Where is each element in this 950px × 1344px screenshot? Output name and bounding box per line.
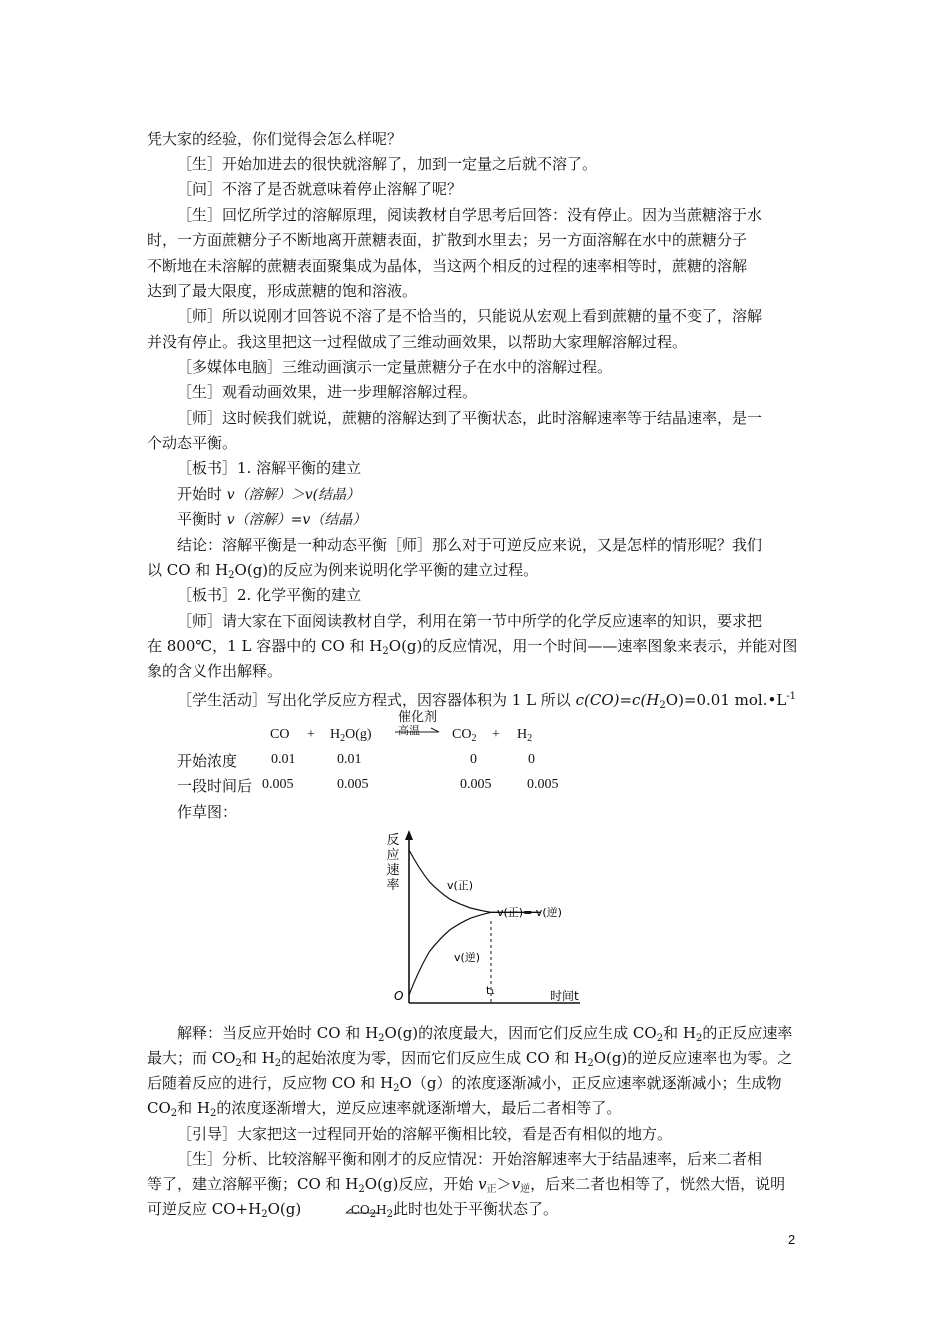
para-15 — [177, 686, 796, 717]
subscript-2: 2 — [659, 700, 666, 711]
student-2-text-c: ，后来二者也相等了，恍然大悟，说明 — [530, 1175, 786, 1193]
eq-h2o-rest: O(g) — [345, 727, 372, 742]
explain-4-text-c: 的浓度逐渐增大，逆反应速率就逐渐增大，最后二者相等了。 — [216, 1099, 622, 1117]
subscript-2: 2 — [527, 733, 533, 744]
student-2-v: v — [478, 1175, 487, 1193]
student-3-text-a: 可逆反应 CO+H — [147, 1200, 262, 1218]
subscript-2: 2 — [170, 1108, 178, 1119]
student-2-forward-sub: 正 — [486, 1184, 497, 1195]
subscript-2: 2 — [695, 1033, 703, 1044]
explain-4-text-a: CO — [147, 1099, 171, 1117]
student-3 — [147, 1198, 558, 1226]
subscript-2: 2 — [228, 570, 235, 581]
student-2-gt: ＞ — [496, 1175, 512, 1193]
eq-heat: 高温 — [398, 724, 420, 737]
para-11-formula: v（溶解）=v（结晶） — [226, 512, 367, 528]
concentration-expr-a: c(CO)=c(H — [575, 691, 660, 709]
para-5b: 并没有停止。我这里把这一过程做成了三维动画效果，以帮助大家理解溶解过程。 — [147, 333, 688, 351]
subscript-2: 2 — [378, 1033, 385, 1044]
eq-co: CO — [270, 727, 290, 742]
para-14a: ［师］请大家在下面阅读教材自学，利用在第一节中所学的化学反应速率的知识，要求把 — [177, 612, 763, 630]
student-3-co2: CO — [350, 1203, 370, 1217]
para-8b: 个动态平衡。 — [147, 434, 238, 452]
subscript-2: 2 — [274, 1058, 282, 1069]
eq-h2 — [517, 727, 532, 744]
row1-co2: 0 — [470, 752, 477, 767]
eq-catalyst: 催化剂 — [398, 710, 438, 725]
reversible-co2 — [350, 1203, 377, 1220]
para-12a: 结论：溶解平衡是一种动态平衡［师］那么对于可逆反应来说，又是怎样的情形呢？我们 — [177, 536, 763, 554]
explain-1-text-d: 的正反应速率 — [702, 1024, 793, 1042]
para-9: ［板书］1. 溶解平衡的建立 — [177, 459, 362, 477]
subscript-2: 2 — [369, 1209, 377, 1220]
explain-2-text-d: O(g)的逆反应速率也为零。之 — [593, 1049, 793, 1067]
para-4b: 时，一方面蔗糖分子不断地离开蔗糖表面，扩散到水里去；另一方面溶解在水中的蔗糖分子 — [147, 231, 748, 249]
subscript-2: 2 — [261, 1209, 268, 1220]
student-2-text-a: 等了，建立溶解平衡；CO 和 H — [147, 1175, 359, 1193]
explain-3 — [147, 1072, 781, 1100]
para-4a: ［生］回忆所学过的溶解原理，阅读教材自学思考后回答：没有停止。因为当蔗糖溶于水 — [177, 206, 763, 224]
student-3-text-c: 此时也处于平衡状态了。 — [393, 1200, 559, 1218]
eq-co2-text: CO — [452, 727, 472, 742]
para-12b-text2: O(g)的反应为例来说明化学平衡的建立过程。 — [234, 561, 539, 579]
para-14b-text2: O(g)的反应情况，用一个时间——速率图象来表示，并能对图 — [388, 637, 798, 655]
rate-time-chart — [380, 828, 590, 1012]
y-axis-label-char: 速 — [386, 863, 400, 878]
subscript-2: 2 — [210, 1108, 217, 1119]
para-12b — [147, 559, 538, 587]
student-2-reverse-sub: 逆 — [520, 1184, 531, 1195]
eq-h2o — [330, 727, 372, 744]
reverse-rate-label: v(逆) — [454, 951, 481, 964]
row1-co: 0.01 — [271, 752, 296, 767]
student-2-v2: v — [511, 1175, 521, 1193]
para-11-label: 平衡时 — [177, 510, 227, 528]
student-3-h: H — [376, 1203, 387, 1217]
para-14b-text1: 在 800℃，1 L 容器中的 CO 和 H — [147, 637, 383, 655]
explain-2-text-b: 和 H — [241, 1049, 275, 1067]
y-axis-label-char: 应 — [386, 848, 400, 863]
row2-h2: 0.005 — [527, 777, 559, 792]
row2-co: 0.005 — [262, 777, 294, 792]
para-4d: 达到了最大限度，形成蔗糖的饱和溶液。 — [147, 282, 418, 300]
para-15-text: ［学生活动］写出化学反应方程式，因容器体积为 1 L 所以 — [177, 691, 576, 709]
guide-1: ［引导］大家把这一过程同开始的溶解平衡相比较，看是否有相似的地方。 — [177, 1125, 673, 1143]
para-8a: ［师］这时候我们就说，蔗糖的溶解达到了平衡状态，此时溶解速率等于结晶速率，是一 — [177, 409, 763, 427]
explain-2 — [147, 1047, 792, 1075]
sketch-label: 作草图： — [177, 803, 238, 821]
para-1: 凭大家的经验，你们觉得会怎么样呢？ — [147, 130, 403, 148]
para-14c: 象的含义作出解释。 — [147, 662, 283, 680]
superscript-minus1: -1 — [786, 691, 797, 702]
row1-h2o: 0.01 — [337, 752, 362, 767]
y-axis-label-char: 率 — [386, 878, 400, 893]
subscript-2: 2 — [587, 1058, 594, 1069]
explain-3-text-b: O（g）的浓度逐渐减小，正反应速率就逐渐减小；生成物 — [399, 1074, 782, 1092]
para-4c: 不断地在未溶解的蔗糖表面聚集成为晶体，当这两个相反的过程的速率相等时，蔗糖的溶解 — [147, 257, 748, 275]
eq-plus-2: + — [492, 727, 500, 742]
row2-co2: 0.005 — [460, 777, 492, 792]
student-1: ［生］分析、比较溶解平衡和刚才的反应情况：开始溶解速率大于结晶速率，后来二者相 — [177, 1150, 763, 1168]
subscript-2: 2 — [340, 733, 346, 744]
subscript-2: 2 — [382, 646, 389, 657]
eq-co2 — [452, 727, 476, 744]
series-forward-line — [409, 850, 540, 912]
subscript-2: 2 — [386, 1209, 393, 1220]
para-3: ［问］不溶了是否就意味着停止溶解了呢？ — [177, 180, 463, 198]
row1-h2: 0 — [528, 752, 535, 767]
para-11 — [177, 508, 366, 531]
row2-h2o: 0.005 — [337, 777, 369, 792]
explain-3-text-a: 后随着反应的进行，反应物 CO 和 H — [147, 1074, 394, 1092]
row2-label: 一段时间后 — [177, 777, 253, 795]
student-2-text-b: O(g)反应，开始 — [364, 1175, 479, 1193]
para-13: ［板书］2. 化学平衡的建立 — [177, 586, 362, 604]
eq-h2o-h: H — [330, 727, 341, 742]
student-2 — [147, 1173, 785, 1201]
explain-2-text-a: 最大；而 CO — [147, 1049, 236, 1067]
y-axis-label — [386, 833, 399, 893]
explain-2-text-c: 的起始浓度为零，因而它们反应生成 CO 和 H — [281, 1049, 588, 1067]
para-5a: ［师］所以说刚才回答说不溶了是不恰当的，只能说从宏观上看到蔗糖的量不变了，溶解 — [177, 307, 763, 325]
page-number: 2 — [788, 1232, 796, 1247]
para-10-label: 开始时 — [177, 485, 227, 503]
para-14b — [147, 635, 797, 663]
subscript-2: 2 — [471, 733, 477, 744]
para-2: ［生］开始加进去的很快就溶解了，加到一定量之后就不溶了。 — [177, 155, 598, 173]
eq-plus-1: + — [307, 727, 315, 742]
explain-1-text-a: 解释：当反应开始时 CO 和 H — [177, 1024, 379, 1042]
para-7: ［生］观看动画效果，进一步理解溶解过程。 — [177, 383, 478, 401]
x-axis-label: 时间t — [550, 989, 579, 1003]
eq-h2-text: H — [517, 727, 528, 742]
origin-label: O — [394, 989, 404, 1003]
equal-rate-label: v(正)= v(逆) — [497, 906, 562, 919]
subscript-2: 2 — [393, 1083, 400, 1094]
explain-1 — [177, 1022, 792, 1050]
y-axis-label-char: 反 — [386, 833, 400, 848]
subscript-2: 2 — [656, 1033, 664, 1044]
t1-label: t₁ — [486, 984, 495, 997]
concentration-expr-b: O)=0.01 mol.•L — [665, 691, 787, 709]
forward-rate-label: v(正) — [447, 879, 474, 892]
explain-1-text-c: 和 H — [663, 1024, 696, 1042]
subscript-2: 2 — [235, 1058, 242, 1069]
explain-1-text-b: O(g)的浓度最大，因而它们反应生成 CO — [384, 1024, 657, 1042]
reversible-arrow-small-icon — [345, 1207, 381, 1219]
y-axis-arrow-icon — [405, 830, 413, 840]
row1-label: 开始浓度 — [177, 752, 238, 770]
explain-4 — [147, 1097, 621, 1125]
subscript-2: 2 — [358, 1184, 365, 1195]
reversible-arrow-icon — [393, 722, 443, 738]
explain-4-text-b: 和 H — [177, 1099, 211, 1117]
para-10-formula: v（溶解）＞v(结晶） — [226, 487, 361, 503]
para-6: ［多媒体电脑］三维动画演示一定量蔗糖分子在水中的溶解过程。 — [177, 358, 613, 376]
para-12b-text1: 以 CO 和 H — [147, 561, 229, 579]
para-10 — [177, 483, 360, 506]
student-3-text-b: O(g) — [267, 1200, 302, 1218]
